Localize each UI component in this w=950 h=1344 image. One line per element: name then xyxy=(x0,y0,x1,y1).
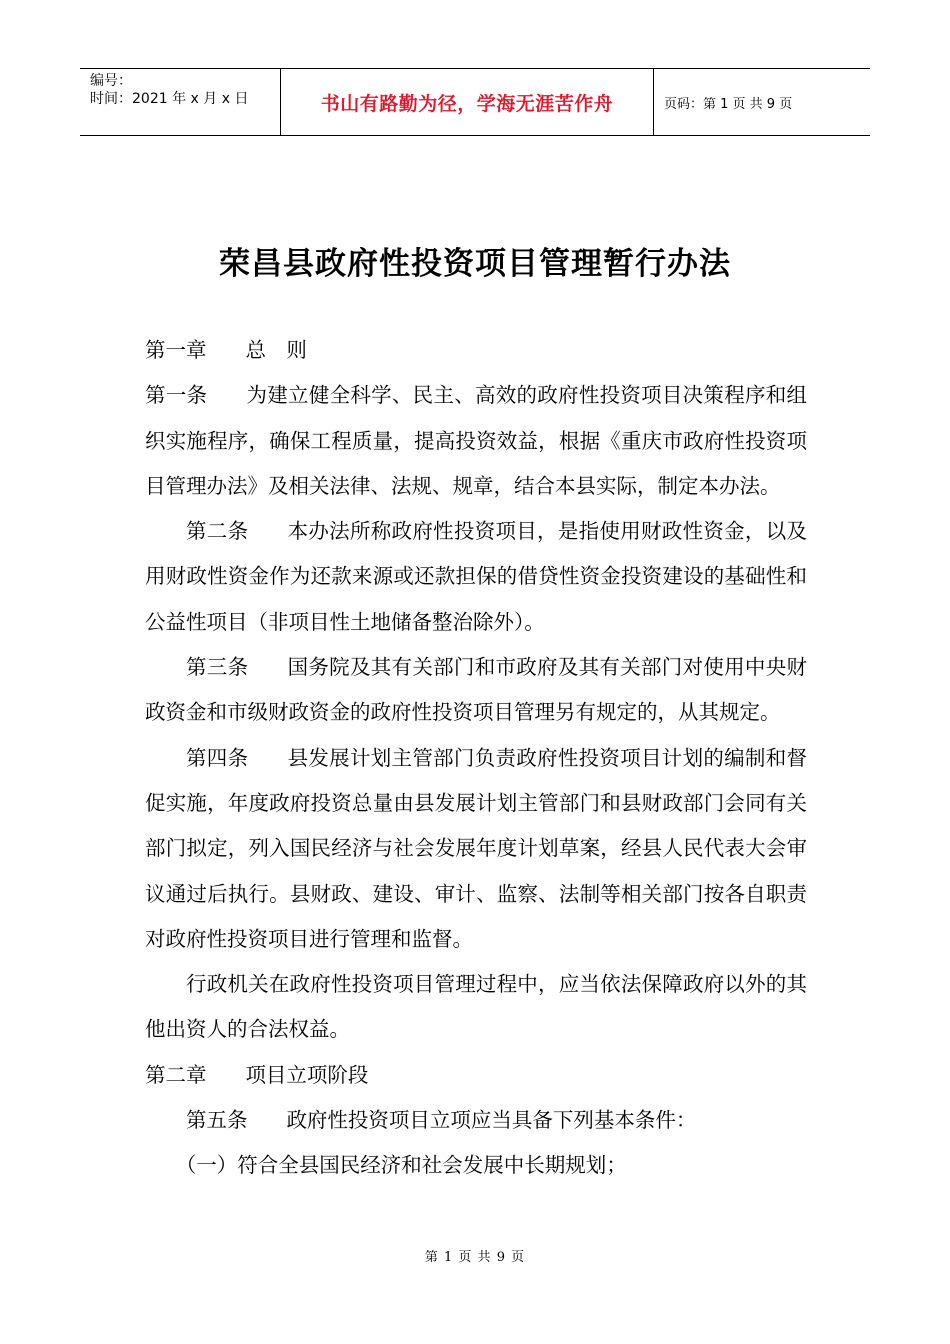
article-3-label: 第三条 xyxy=(186,655,249,680)
header-meta xyxy=(80,69,281,135)
document-title: 荣昌县政府性投资项目管理暂行办法 xyxy=(219,246,731,282)
article-1-label: 第一条 xyxy=(145,383,208,408)
article-3 xyxy=(145,645,807,736)
chapter-1-label: 第一章 xyxy=(145,338,207,362)
page-info: 页码：第 1 页 共 9 页 xyxy=(664,96,793,112)
article-5-label: 第五条 xyxy=(186,1108,248,1133)
page-footer: 第 1 页 共 9 页 xyxy=(424,1250,526,1265)
paragraph-extra: 行政机关在政府性投资项目管理过程中，应当依法保障政府以外的其他出资人的合法权益。 xyxy=(145,972,807,1042)
article-1 xyxy=(145,373,807,509)
article-4-label: 第四条 xyxy=(186,745,249,770)
document-body xyxy=(145,328,807,1189)
chapter-2-label: 第二章 xyxy=(145,1062,207,1087)
article-2-text: 本办法所称政府性投资项目，是指使用财政性资金，以及用财政性资金作为还款来源或还款担保的借贷性资金投资建设的基础性和公益性项目（非项目性土地储备整治除外）。 xyxy=(145,519,808,634)
article-5-text: 政府性投资项目立项应当具备下列基本条件： xyxy=(286,1108,697,1133)
article-2 xyxy=(145,509,807,645)
article-2-label: 第二条 xyxy=(186,519,249,544)
article-4-text: 县发展计划主管部门负责政府性投资项目计划的编制和督促实施，年度政府投资总量由县发展计划主管部门和县财政部门会同有关部门拟定，列入国民经济与社会发展年度计划草案，经县人民代表大会审议通过后执行。县财政、建设、审计、监察、法制等相关部门按各自职责对政府性投资项目进行管理和监督。 xyxy=(145,745,808,951)
time-label: 时间：2021 年 x 月 x 日 xyxy=(90,91,249,107)
article-1-text: 为建立健全科学、民主、高效的政府性投资项目决策程序和组织实施程序，确保工程质量，提高投资效益，根据《重庆市政府性投资项目管理办法》及相关法律、法规、规章，结合本县实际，制定本办法。 xyxy=(145,383,808,498)
chapter-1-title: 总 则 xyxy=(245,338,307,362)
article-3-text: 国务院及其有关部门和市政府及其有关部门对使用中央财政资金和市级财政资金的政府性投资项目管理另有规定的，从其规定。 xyxy=(145,655,808,725)
chapter-2-title: 项目立项阶段 xyxy=(245,1062,369,1087)
header-page-info-cell xyxy=(654,69,870,135)
document-header xyxy=(80,68,870,136)
number-label: 编号： xyxy=(90,73,132,89)
header-motto-cell xyxy=(281,69,654,135)
list-item: （一）符合全县国民经济和社会发展中长期规划； xyxy=(175,1153,627,1178)
motto-text: 书山有路勤为径，学海无涯苦作舟 xyxy=(320,92,614,115)
article-4 xyxy=(145,736,807,962)
article-5 xyxy=(145,1098,807,1143)
chapter-1-heading xyxy=(145,328,807,373)
chapter-2-heading xyxy=(145,1053,807,1098)
